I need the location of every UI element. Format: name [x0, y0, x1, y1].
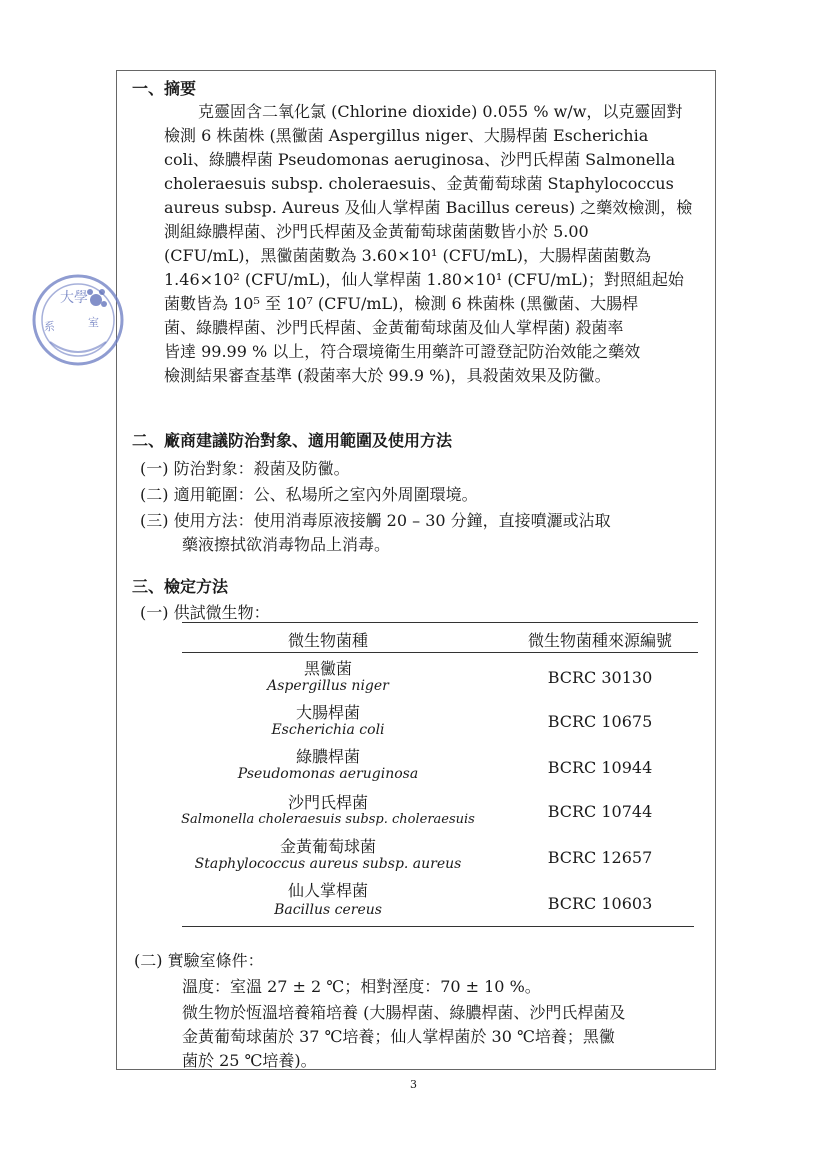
- table-header-rule: [182, 652, 698, 653]
- summary-line-3: coli、綠膿桿菌 Pseudomonas aeruginosa、沙門氏桿菌 Salmonella: [164, 150, 676, 169]
- section3-sub1: (一) 供試微生物：: [140, 603, 270, 622]
- species-latin: Pseudomonas aeruginosa: [237, 766, 419, 782]
- summary-line-4: choleraesuis subsp. choleraesuis、金黃葡萄球菌 Staphylococcus: [164, 174, 674, 193]
- seal-text-side: 系: [44, 320, 55, 333]
- condition-line-1: 溫度：室溫 27 ± 2 ℃；相對溼度：70 ± 10 %。: [182, 977, 541, 996]
- summary-line-8: 1.46×10² (CFU/mL)，仙人掌桿菌 1.80×10¹ (CFU/mL)；對照組起始: [164, 270, 684, 289]
- table-top-rule: [182, 622, 698, 623]
- summary-line-1: 克靈固含二氧化氯 (Chlorine dioxide) 0.055 % w/w，以克靈固對: [198, 102, 683, 121]
- table-header-species: 微生物菌種: [287, 631, 368, 650]
- summary-line-10: 菌、綠膿桿菌、沙門氏桿菌、金黃葡萄球菌及仙人掌桿菌) 殺菌率: [164, 318, 624, 337]
- species-code: BCRC 10944: [547, 758, 653, 777]
- section2-heading: 二、廠商建議防治對象、適用範圍及使用方法: [132, 431, 453, 450]
- section2-item-3: (三) 使用方法：使用消毒原液接觸 20 – 30 分鐘，直接噴灑或沾取: [140, 511, 611, 530]
- summary-line-9: 菌數皆為 10⁵ 至 10⁷ (CFU/mL)，檢測 6 株菌株 (黑黴菌、大腸桿: [164, 294, 639, 313]
- summary-line-12: 檢測結果審查基準 (殺菌率大於 99.9 %)，具殺菌效果及防黴。: [164, 366, 611, 385]
- species-code: BCRC 10744: [547, 802, 653, 821]
- table-header-code: 微生物菌種來源編號: [527, 631, 672, 650]
- summary-line-11: 皆達 99.99 % 以上，符合環境衛生用藥許可證登記防治效能之藥效: [164, 342, 641, 361]
- species-latin: Staphylococcus aureus subsp. aureus: [194, 856, 462, 872]
- condition-line-3: 金黃葡萄球菌於 37 ℃培養；仙人掌桿菌於 30 ℃培養；黑黴: [182, 1027, 615, 1046]
- summary-heading: 一、摘要: [132, 79, 197, 98]
- page-number: 3: [410, 1078, 417, 1091]
- seal-text-mid: 室: [88, 316, 99, 329]
- species-code: BCRC 10603: [547, 894, 653, 913]
- species-zh: 綠膿桿菌: [295, 747, 360, 766]
- species-zh: 仙人掌桿菌: [287, 881, 368, 900]
- species-zh: 大腸桿菌: [295, 703, 360, 722]
- species-latin: Bacillus cereus: [274, 902, 382, 918]
- table-bottom-rule: [182, 926, 694, 927]
- summary-line-6: 測組綠膿桿菌、沙門氏桿菌及金黃葡萄球菌菌數皆小於 5.00: [164, 222, 589, 241]
- species-latin: Aspergillus niger: [267, 678, 389, 694]
- condition-line-2: 微生物於恆溫培養箱培養 (大腸桿菌、綠膿桿菌、沙門氏桿菌及: [182, 1003, 626, 1022]
- summary-line-7: (CFU/mL)，黑黴菌菌數為 3.60×10¹ (CFU/mL)，大腸桿菌菌數為: [164, 246, 651, 265]
- seal-text-top: 大學: [60, 290, 88, 306]
- section3-heading: 三、檢定方法: [132, 577, 229, 596]
- section3-sub2: (二) 實驗室條件：: [134, 951, 264, 970]
- species-zh: 金黃葡萄球菌: [279, 837, 376, 856]
- species-code: BCRC 30130: [547, 668, 653, 687]
- condition-line-4: 菌於 25 ℃培養)。: [182, 1051, 317, 1070]
- species-code: BCRC 12657: [547, 848, 653, 867]
- species-zh: 沙門氏桿菌: [287, 793, 368, 812]
- species-latin: Salmonella choleraesuis subsp. choleraesuis: [181, 812, 475, 827]
- university-seal: [30, 272, 126, 368]
- species-latin: Escherichia coli: [271, 722, 385, 738]
- section2-item-3-cont: 藥液擦拭欲消毒物品上消毒。: [182, 535, 391, 554]
- species-zh: 黑黴菌: [303, 659, 352, 678]
- summary-line-2: 檢測 6 株菌株 (黑黴菌 Aspergillus niger、大腸桿菌 Escherichia: [164, 126, 649, 145]
- section2-item-1: (一) 防治對象：殺菌及防黴。: [140, 459, 350, 478]
- section2-item-2: (二) 適用範圍：公、私場所之室內外周圍環境。: [140, 485, 478, 504]
- species-code: BCRC 10675: [547, 712, 653, 731]
- summary-line-5: aureus subsp. Aureus 及仙人掌桿菌 Bacillus cereus) 之藥效檢測，檢: [164, 198, 693, 217]
